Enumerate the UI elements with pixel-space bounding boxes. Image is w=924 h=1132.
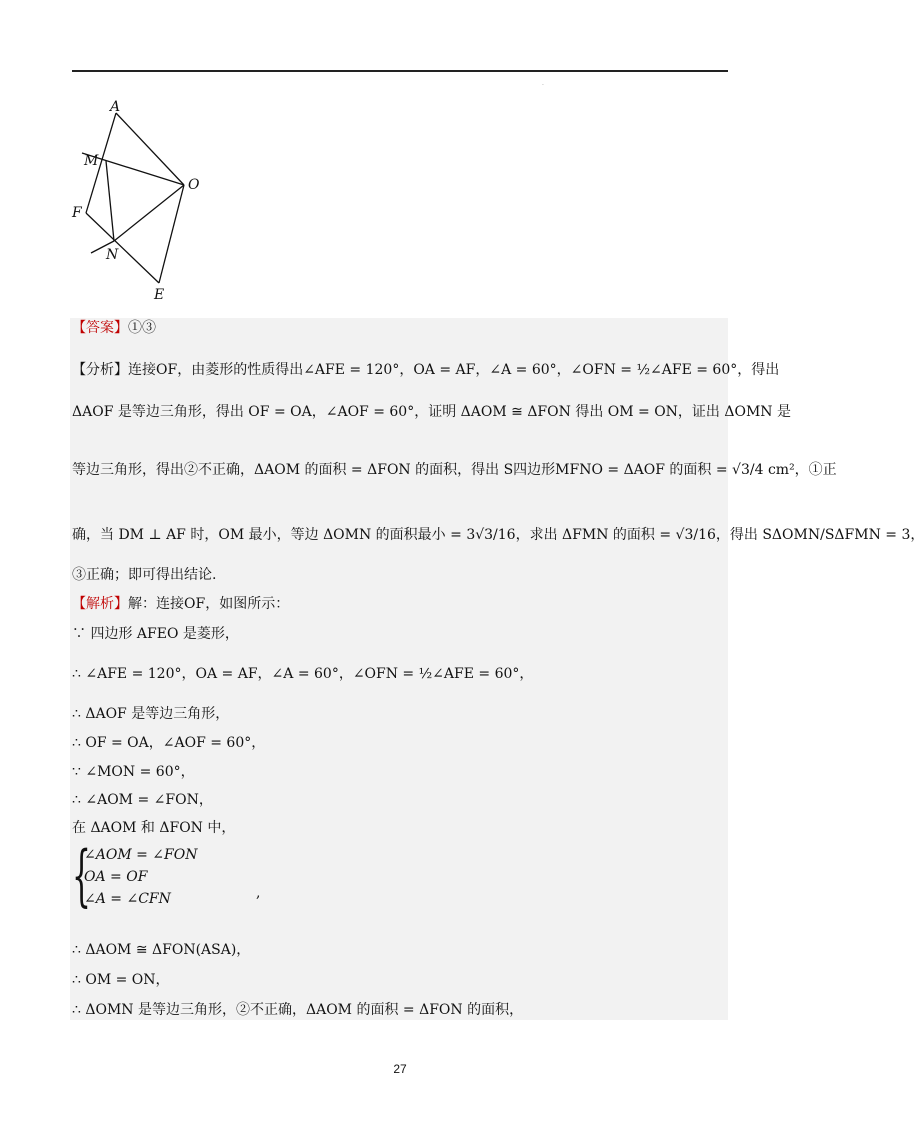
solution-line-9: ∴ ΔAOM ≅ ΔFON(ASA)， <box>72 942 251 958</box>
condition-1: ∠AOM = ∠FON <box>84 847 198 863</box>
answer-text: ①③ <box>128 320 156 336</box>
solution-line-11: ∴ ΔOMN 是等边三角形，②不正确，ΔAOM 的面积 = ΔFON 的面积， <box>72 1002 524 1018</box>
answer-line <box>72 318 156 338</box>
tiny-mark: . <box>542 80 544 87</box>
solution-line-2: ∵ 四边形 AFEO 是菱形， <box>72 626 239 642</box>
label-A: A <box>110 99 121 115</box>
brace-comma: , <box>256 885 261 901</box>
solution-line-4: ∴ ΔAOF 是等边三角形， <box>72 706 230 722</box>
analysis-line-3: 等边三角形，得出②不正确，ΔAOM 的面积 = ΔFON 的面积，得出 S四边形MFNO = ΔAOF 的面积 = √3/4 cm²，①正 <box>72 462 837 478</box>
solution-line-10: ∴ OM = ON， <box>72 972 170 988</box>
condition-3: ∠A = ∠CFN <box>84 891 171 907</box>
condition-2: OA = OF <box>84 869 148 885</box>
edge-ON <box>114 185 184 241</box>
label-O: O <box>188 177 200 193</box>
solution-text-1: 解：连接OF，如图所示： <box>128 596 290 612</box>
analysis-text-1: 连接OF，由菱形的性质得出∠AFE = 120°，OA = AF，∠A = 60°，∠OFN = ½∠AFE = 60°，得出 <box>128 362 780 378</box>
edge-MN <box>106 161 114 241</box>
edge-OE <box>159 185 184 283</box>
solution-line-6: ∵ ∠MON = 60°， <box>72 764 195 780</box>
solution-line-5: ∴ OF = OA，∠AOF = 60°， <box>72 735 266 751</box>
edge-EF <box>86 213 159 283</box>
label-M: M <box>84 153 99 169</box>
figure-svg <box>64 95 224 310</box>
analysis-line-5: ③正确；即可得出结论. <box>72 567 217 583</box>
solution-line-3: ∴ ∠AFE = 120°，OA = AF，∠A = 60°，∠OFN = ½∠AFE = 60°， <box>72 666 534 682</box>
analysis-line-4: 确，当 DM ⊥ AF 时，OM 最小，等边 ΔOMN 的面积最小 = 3√3/16，求出 ΔFMN 的面积 = √3/16，得出 SΔOMN/SΔFMN = 3， <box>72 527 924 543</box>
solution-tag: 【解析】 <box>72 596 128 612</box>
label-E: E <box>154 287 165 303</box>
header-rule <box>72 70 728 72</box>
geometry-figure <box>64 95 224 310</box>
answer-tag: 【答案】 <box>72 320 128 336</box>
solution-line-8: 在 ΔAOM 和 ΔFON 中， <box>72 820 236 836</box>
congruence-conditions <box>72 837 272 915</box>
solution-line-1 <box>72 594 289 614</box>
label-F: F <box>72 205 82 221</box>
analysis-line-1 <box>72 360 779 380</box>
analysis-tag: 【分析】 <box>72 362 128 378</box>
solution-line-7: ∴ ∠AOM = ∠FON， <box>72 792 213 808</box>
page-number: 27 <box>393 1062 407 1076</box>
left-brace: { <box>72 837 91 914</box>
label-N: N <box>106 247 119 263</box>
analysis-line-2: ΔAOF 是等边三角形，得出 OF = OA，∠AOF = 60°，证明 ΔAOM ≅ ΔFON 得出 OM = ON，证出 ΔOMN 是 <box>72 404 792 420</box>
